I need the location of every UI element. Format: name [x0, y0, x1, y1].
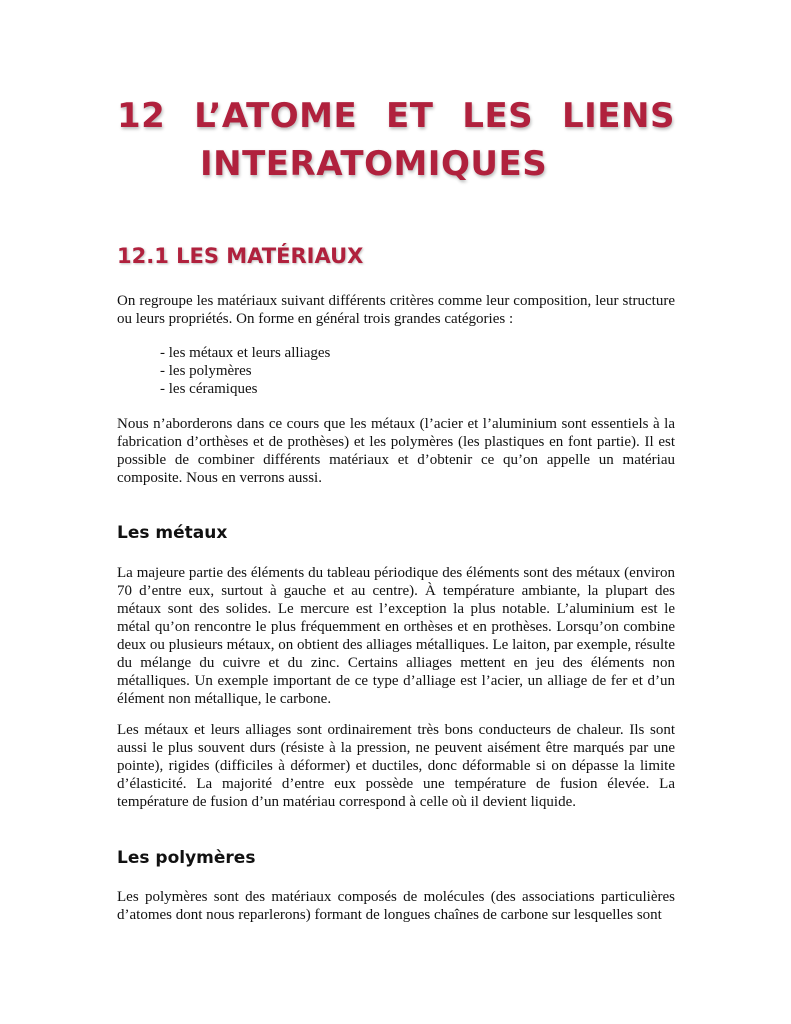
list-item: - les polymères	[160, 363, 252, 379]
chapter-title-word: LES	[462, 96, 534, 136]
intro-paragraph: On regroupe les matériaux suivant différents critères comme leur composition, leur structure ou leurs propriétés. On forme en général trois grandes catégories :	[117, 293, 675, 327]
metaux-heading: Les métaux	[117, 523, 228, 543]
category-list	[160, 344, 560, 398]
list-item: - les métaux et leurs alliages	[160, 345, 331, 361]
polymeres-heading: Les polymères	[117, 848, 256, 868]
chapter-title-word: LIENS	[561, 96, 675, 136]
metaux-paragraph-1: La majeure partie des éléments du tableau périodique des éléments sont des métaux (environ 70 d’entre eux, surtout à gauche et au centre). À température ambiante, la plupart des métaux sont des solides. Le mercure est l’exception la plus notable. L’aluminium est le métal qu’on rencontre le plus fréquemment en orthèses et en prothèses. Lorsqu’on combine deux ou plusieurs métaux, on obtient des alliages métalliques. Le laiton, par exemple, résulte du mélange du cuivre et du zinc. Certains alliages mettent en jeu des éléments non métalliques. Un exemple important de ce type d’alliage est l’acier, un alliage de fer et d’un élément non métallique, le carbone.	[117, 565, 675, 707]
polymeres-paragraph-1: Les polymères sont des matériaux composés de molécules (des associations particulières d’atomes dont nous reparlerons) formant de longues chaînes de carbone sur lesquelles sont	[117, 889, 675, 923]
chapter-number: 12	[117, 96, 166, 136]
metaux-paragraph-2: Les métaux et leurs alliages sont ordinairement très bons conducteurs de chaleur. Ils sont aussi le plus souvent durs (résiste à la pression, ne peuvent aisément être marqués par une pointe), rigides (difficiles à déformer) et ductiles, donc déformable si on dépasse la limite d’élasticité. La majorité d’entre eux possède une température de fusion élevée. La température de fusion d’un matériau correspond à celle où il devient liquide.	[117, 722, 675, 810]
chapter-title-word: ET	[386, 96, 434, 136]
chapter-title-word: L’ATOME	[194, 96, 358, 136]
scope-paragraph: Nous n’aborderons dans ce cours que les métaux (l’acier et l’aluminium sont essentiels à la fabrication d’orthèses et de prothèses) et les polymères (les plastiques en font partie). Il est possible de combiner différents matériaux et d’obtenir ce qu’on appelle un matériau composite. Nous en verrons aussi.	[117, 416, 675, 486]
chapter-title-line-2: INTERATOMIQUES	[200, 144, 548, 184]
chapter-title-line-1	[117, 96, 675, 136]
list-item: - les céramiques	[160, 381, 258, 397]
section-title: 12.1 LES MATÉRIAUX	[117, 244, 364, 268]
